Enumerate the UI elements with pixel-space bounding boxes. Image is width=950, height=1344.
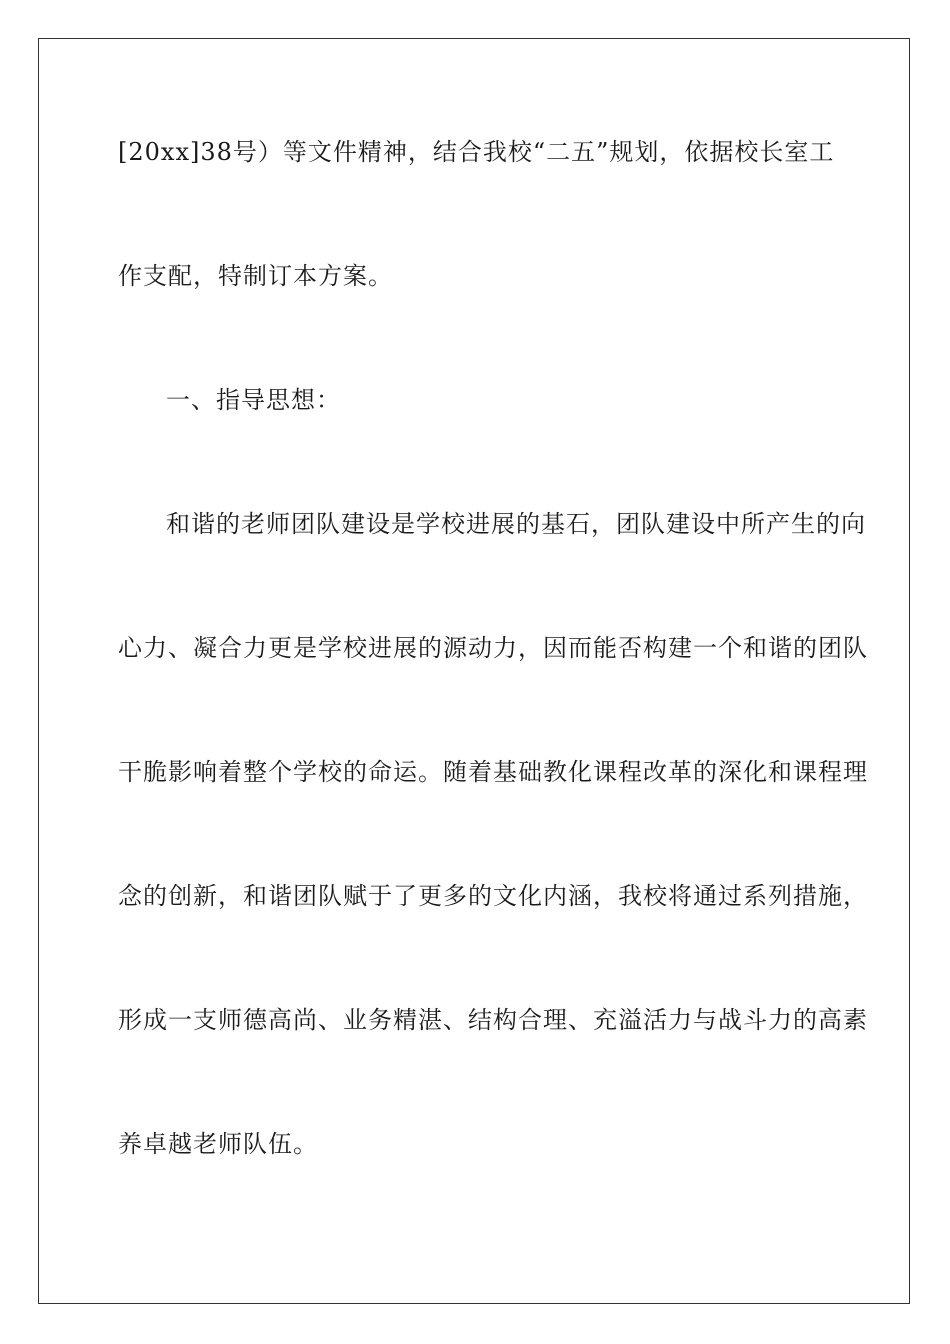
paragraph-line-7: 形成一支师德高尚、业务精湛、结构合理、充溢活力与战斗力的高素: [118, 1006, 868, 1034]
paragraph-line-8: 养卓越老师队伍。: [118, 1130, 318, 1158]
page-border: [38, 38, 910, 1304]
paragraph-line-5: 干脆影响着整个学校的命运。随着基础教化课程改革的深化和课程理: [118, 758, 868, 786]
section-heading: 一、指导思想：: [166, 386, 341, 414]
paragraph-line-3: 和谐的老师团队建设是学校进展的基石，团队建设中所产生的向: [166, 510, 866, 538]
paragraph-line-6: 念的创新，和谐团队赋于了更多的文化内涵，我校将通过系列措施，: [118, 882, 868, 910]
paragraph-line-1: [20xx]38号）等文件精神，结合我校“二五”规划，依据校长室工: [118, 138, 835, 166]
paragraph-line-4: 心力、凝合力更是学校进展的源动力，因而能否构建一个和谐的团队: [118, 634, 868, 662]
paragraph-line-2: 作支配，特制订本方案。: [118, 262, 393, 290]
